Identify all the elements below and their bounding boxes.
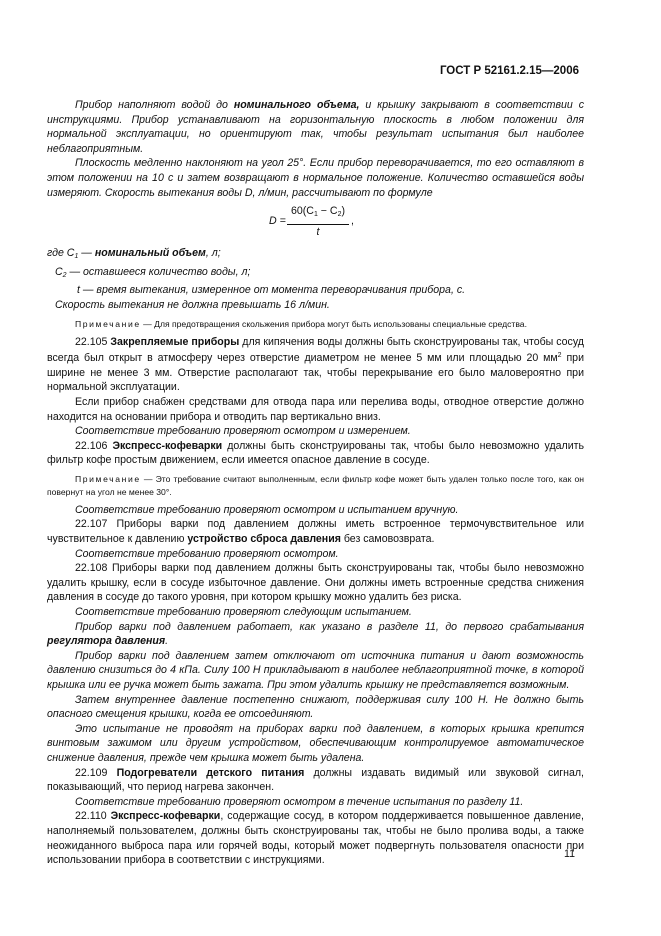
text: Прибор варки под давлением работает, как указано в разделе 11, до первого срабатывания — [75, 620, 584, 633]
term: Экспресс-кофеварки — [112, 439, 223, 452]
formula-numerator — [287, 204, 349, 225]
term-nominal-volume: номинальный объем — [94, 247, 206, 260]
paragraph-fill-water — [47, 98, 584, 156]
formula-lhs: D = — [269, 215, 286, 228]
test-exception: Это испытание не проводят на приборах варки под давлением, в которых крышка крепится винтовым зажимом или другим устройством, обеспечивающим контролируемое автоматическое снижение давления, прежде чем крышка может быть удалена. — [47, 722, 584, 764]
compliance-22-106: Соответствие требованию проверяют осмотром и испытанием вручную. — [75, 503, 459, 516]
formula-outflow-rate — [47, 204, 584, 244]
text: без самовозврата. — [340, 533, 435, 546]
text: , л; — [205, 247, 221, 260]
page-body — [47, 98, 584, 868]
standard-id: ГОСТ Р 52161.2.15—2006 — [439, 65, 579, 77]
legend-t: t — время вытекания, измеренное от момента переворачивания прибора, с. — [77, 284, 466, 297]
page-number: 11 — [564, 848, 575, 860]
text: при ширине не менее 3 мм. Отверстие располагают так, чтобы перекрывание его было маловероятно при нормальной эксплуатации. — [47, 352, 584, 394]
clause-number: 22.109 — [75, 766, 117, 779]
text: должны быть сконструированы так, чтобы было невозможно удалить фильтр кофе простым движением, если имеется опасное давление в сосуде. — [47, 439, 584, 467]
test-step-force: Прибор варки под давлением затем отключают от источника питания и дают возможность давлению снизиться до 4 кПа. Силу 100 Н прикладывают в наиболее неблагоприятной точке, в которой крышка или ее ручка может быть зажата. При этом удалить крышку не представляется возможным. — [47, 649, 584, 691]
superscript: 2 — [557, 352, 562, 360]
text: C — [55, 265, 63, 278]
text: должны издавать видимый или звуковой сигнал, показывающий, что период нагрева закончен. — [47, 766, 584, 794]
subscript: 2 — [337, 211, 342, 219]
clause-22-105 — [47, 335, 584, 395]
clause-number: 22.105 — [75, 335, 111, 348]
term: Экспресс-кофеварки — [110, 810, 221, 823]
term: регулятора давления — [47, 635, 166, 648]
term-nominal-volume: номинального объема, — [233, 99, 360, 111]
test-step-operate — [47, 620, 584, 649]
clause-number: 22.110 — [75, 810, 111, 823]
clause-22-109 — [47, 766, 584, 795]
subscript: 1 — [74, 253, 79, 261]
subscript: 2 — [62, 271, 67, 279]
clause-22-107 — [47, 517, 584, 546]
formula-denominator: t — [316, 225, 320, 238]
clause-22-105-steam: Если прибор снабжен средствами для отвода пара или перелива воды, отводное отверстие должно находится на основании прибора и отводить пар вертикально вниз. — [47, 395, 584, 423]
legend-c2 — [47, 265, 584, 284]
text: , содержащие сосуд, в котором поддерживается повышенное давление, наполняемый пользователем, должны быть сконструированы так, чтобы не было пролива воды, а также неожиданного выброса пара или горячей воды, который может подвергнуть пользователя опасности при использовании прибора в соответствии с инструкциями. — [47, 810, 584, 867]
clause-22-106 — [47, 439, 584, 468]
note-slip — [47, 318, 584, 331]
text: — — [78, 247, 95, 260]
text: для кипячения воды должны быть сконструированы так, чтобы сосуд всегда был открыт в атмосферу через отверстие диаметром не менее 5 мм или площадью 20 мм — [47, 335, 584, 365]
test-step-reduce: Затем внутреннее давление постепенно снижают, поддерживая силу 100 Н. Не должно быть опасного смещения крышки, когда ее отсоединяют. — [47, 693, 584, 721]
num-part: 60(C — [290, 205, 314, 218]
compliance-22-108: Соответствие требованию проверяют следующим испытанием. — [75, 606, 412, 619]
compliance-22-107: Соответствие требованию проверяют осмотром. — [75, 547, 339, 560]
text: . — [165, 635, 169, 648]
note-text: — Для предотвращения скольжения прибора могут быть использованы специальные средства. — [140, 318, 527, 329]
text: Прибор наполняют водой до — [75, 99, 234, 111]
note-filter — [47, 473, 584, 499]
text: 22.107 Приборы варки под давлением должны иметь встроенное термочувствительное или чувствительное к давлению — [47, 518, 584, 546]
note-text: — Это требование считают выполненным, если фильтр кофе может быть удален только после того, как он повернут на угол не менее 30°. — [47, 473, 584, 497]
subscript: 1 — [313, 211, 318, 219]
note-label: Примечание — [75, 318, 141, 329]
clause-22-110 — [47, 809, 584, 867]
num-part: ) — [341, 205, 346, 218]
text: где C — [47, 247, 75, 260]
formula-comma: , — [351, 215, 354, 228]
compliance-22-109: Соответствие требованию проверяют осмотром в течение испытания по разделу 11. — [75, 795, 524, 808]
num-part: − C — [317, 205, 338, 218]
text: — оставшееся количество воды, л; — [66, 265, 251, 278]
term: Закрепляемые приборы — [110, 335, 240, 348]
clause-number: 22.106 — [75, 439, 113, 452]
legend-c1 — [47, 246, 584, 265]
legend-limit: Скорость вытекания не должна превышать 16 л/мин. — [55, 298, 330, 311]
compliance-22-105: Соответствие требованию проверяют осмотром и измерением. — [75, 425, 411, 438]
clause-22-108: 22.108 Приборы варки под давлением должны быть сконструированы так, чтобы было невозможно удалить крышку, если в сосуде избыточное давление. Они должны иметь встроенные средства снижения давления в сосуде до такого уровня, при котором крышку можно удалить без риска. — [47, 562, 584, 604]
text: и крышку закрывают в соответствии с инструкциями. Прибор устанавливают на горизонтальную плоскость в любом положении для нормальной эксплуатации, но ориентируют так, чтобы результат испытания был наиболее неблагоприятным. — [47, 99, 585, 155]
paragraph-tilt-plane: Плоскость медленно наклоняют на угол 25°. Если прибор переворачивается, то его оставляют в этом положении на 10 с и затем возвращают в нормальное положение. Количество оставшейся воды измеряют. Скорость вытекания воды D, л/мин, рассчитывают по формуле — [47, 157, 584, 199]
note-label: Примечание — [75, 473, 141, 484]
term: Подогреватели детского питания — [116, 766, 305, 779]
term: устройство сброса давления — [187, 533, 341, 546]
formula-fraction — [287, 204, 349, 239]
